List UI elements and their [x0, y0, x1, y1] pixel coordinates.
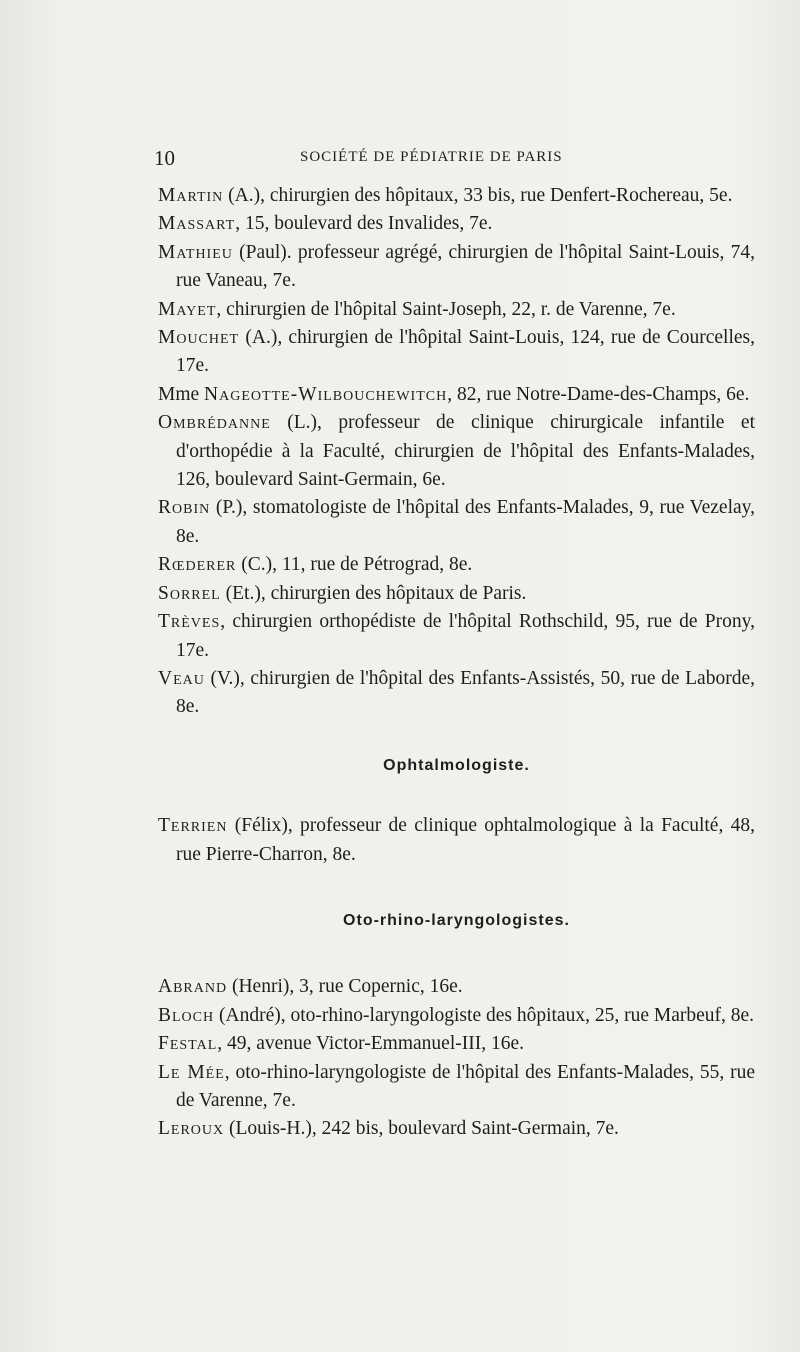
entry-title-prefix: Mme	[158, 383, 205, 405]
directory-entry	[158, 409, 755, 494]
entry-details: (C.), 11, rue de Pétrograd, 8e.	[236, 554, 473, 576]
directory-entry	[158, 182, 755, 210]
entry-surname: Abrand	[158, 976, 228, 998]
entry-details: (A.), chirurgien de l'hôpital Saint-Louis, 124, rue de Courcelles, 17e.	[176, 327, 755, 377]
entry-surname: Leroux	[158, 1118, 225, 1140]
page-number: 10	[154, 146, 175, 170]
directory-entry	[158, 551, 755, 579]
directory-entry	[158, 812, 755, 869]
directory-entry	[158, 580, 755, 608]
entry-details: (Félix), professeur de clinique ophtalmologique à la Faculté, 48, rue Pierre-Charron, 8e.	[176, 815, 755, 865]
entry-surname: Massart	[158, 213, 236, 235]
directory-entry	[158, 1002, 755, 1030]
directory-entry	[158, 239, 755, 296]
section-heading-ophtalmology: Ophtalmologiste.	[383, 756, 530, 774]
entry-details: , 49, avenue Victor-Emmanuel-III, 16e.	[217, 1033, 524, 1055]
entry-surname: Le Mée	[158, 1061, 225, 1083]
entry-details: (Paul). professeur agrégé, chirurgien de l'hôpital Saint-Louis, 74, rue Vaneau, 7e.	[176, 241, 755, 292]
directory-entry	[158, 973, 755, 1001]
directory-entry	[158, 665, 755, 722]
directory-entry	[158, 324, 755, 381]
directory-content	[158, 182, 755, 1144]
directory-entry	[158, 1115, 755, 1143]
directory-entry	[158, 1059, 755, 1116]
entry-surname: Trèves	[158, 611, 221, 633]
entry-surname: Robin	[158, 497, 211, 519]
entry-details: , chirurgien de l'hôpital Saint-Joseph, 22, r. de Varenne, 7e.	[216, 298, 676, 320]
entry-details: , 82, rue Notre-Dame-des-Champs, 6e.	[447, 383, 750, 405]
ophthalmologists-list	[158, 812, 755, 869]
directory-entry	[158, 608, 755, 665]
otorhinolaryngologists-list	[158, 973, 755, 1143]
entry-surname: Mayet	[158, 298, 217, 320]
entry-details: , 15, boulevard des Invalides, 7e.	[235, 213, 493, 235]
running-title: SOCIÉTÉ DE PÉDIATRIE DE PARIS	[300, 149, 563, 165]
directory-entry	[158, 381, 755, 409]
directory-entry	[158, 1030, 755, 1058]
surgeons-list	[158, 182, 755, 722]
entry-surname: Nageotte-Wilbouchewitch	[204, 383, 448, 405]
entry-surname: Mouchet	[158, 327, 240, 349]
page-header	[154, 146, 654, 172]
section-heading-otorhino: Oto-rhino-laryngologistes.	[343, 911, 570, 929]
entry-details: (Louis-H.), 242 bis, boulevard Saint-Germain, 7e.	[224, 1118, 619, 1140]
entry-details: (L.), professeur de clinique chirurgicale infantile et d'orthopédie à la Faculté, chirurgien de l'hôpital des Enfants-Malades, 126, boulevard Saint-Germain, 6e.	[176, 412, 755, 491]
entry-surname: Mathieu	[158, 241, 233, 263]
entry-surname: Bloch	[158, 1004, 215, 1026]
entry-details: (Henri), 3, rue Copernic, 16e.	[227, 976, 463, 998]
entry-surname: Rœderer	[158, 554, 237, 576]
entry-details: (Et.), chirurgien des hôpitaux de Paris.	[220, 582, 527, 604]
entry-surname: Veau	[158, 667, 205, 689]
entry-details: , oto-rhino-laryngologiste de l'hôpital des Enfants-Malades, 55, rue de Varenne, 7e.	[176, 1061, 756, 1111]
directory-entry	[158, 210, 755, 238]
entry-details: (P.), stomatologiste de l'hôpital des Enfants-Malades, 9, rue Vezelay, 8e.	[176, 497, 755, 547]
directory-entry	[158, 494, 755, 551]
directory-entry	[158, 296, 755, 324]
entry-details: (V.), chirurgien de l'hôpital des Enfants-Assistés, 50, rue de Laborde, 8e.	[176, 667, 755, 718]
entry-details: (André), oto-rhino-laryngologiste des hôpitaux, 25, rue Marbeuf, 8e.	[214, 1004, 755, 1026]
entry-details: (A.), chirurgien des hôpitaux, 33 bis, rue Denfert-Rochereau, 5e.	[223, 185, 733, 206]
entry-surname: Martin	[158, 185, 224, 206]
entry-surname: Festal	[158, 1033, 218, 1055]
entry-surname: Ombrédanne	[158, 412, 271, 434]
entry-details: , chirurgien orthopédiste de l'hôpital Rothschild, 95, rue de Prony, 17e.	[176, 611, 755, 661]
entry-surname: Sorrel	[158, 582, 221, 604]
entry-surname: Terrien	[158, 815, 228, 837]
